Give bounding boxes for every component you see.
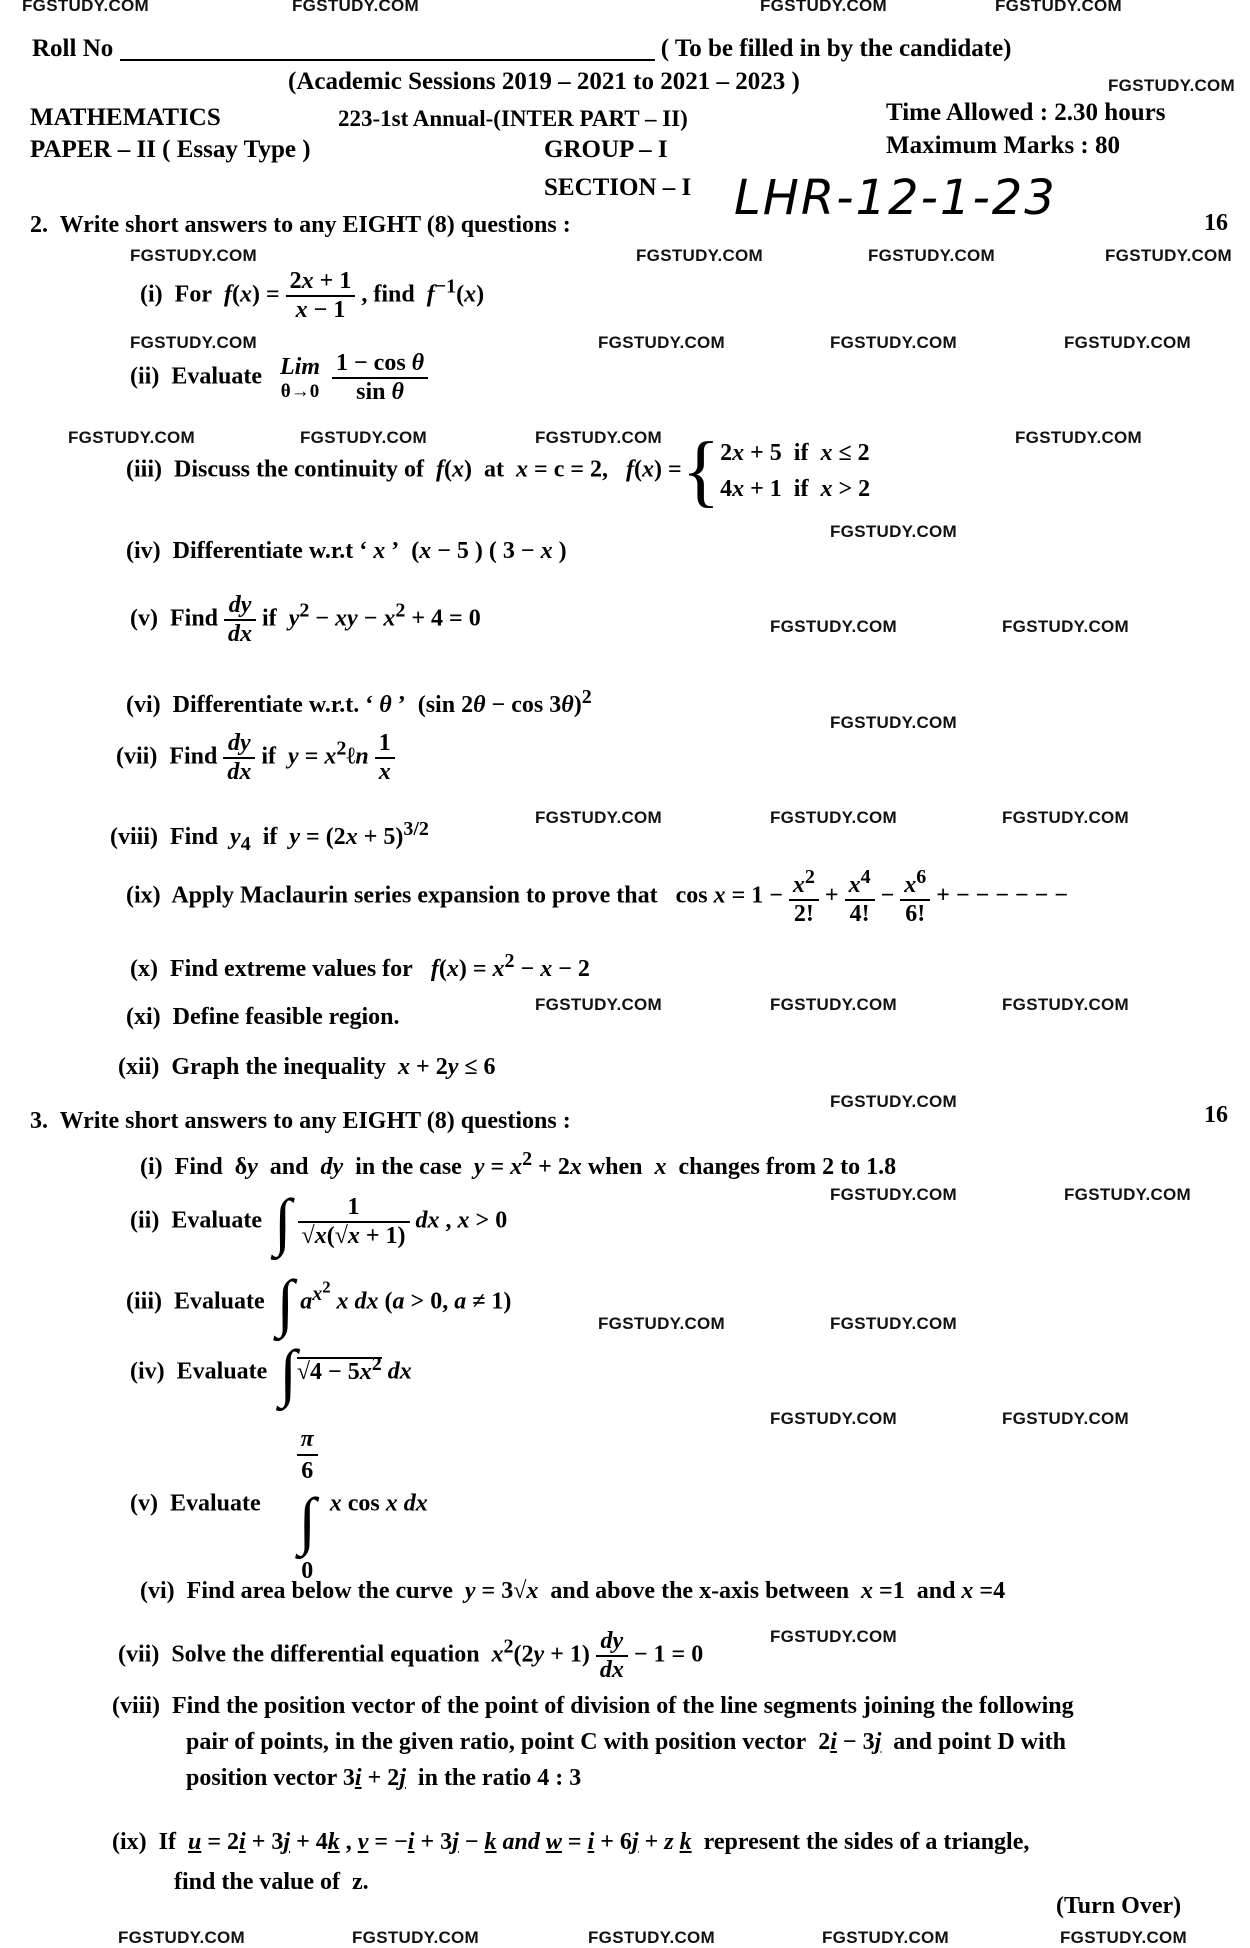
watermark: FGSTUDY.COM [995,0,1123,15]
watermark: FGSTUDY.COM [1108,76,1236,95]
paper-code: 223-1st Annual-(INTER PART – II) [338,106,688,131]
q2-item-ii: (ii) Evaluate Lim θ→0 $\frac{\text{1 − cos θ}}{\text{sin θ}}$ [130,350,434,406]
watermark: FGSTUDY.COM [22,0,150,15]
watermark: FGSTUDY.COM [636,246,764,265]
turn-over: (Turn Over) [1056,1893,1182,1919]
watermark: FGSTUDY.COM [1060,1928,1188,1947]
item-label: (ii) [130,363,160,390]
watermark: FGSTUDY.COM [68,428,196,447]
watermark: FGSTUDY.COM [535,995,663,1014]
watermark: FGSTUDY.COM [535,808,663,827]
q2-item-viii: (viii) Find $y_4$ if $y = (2x + 5)^{3/2}$ [110,818,429,855]
item-text: Define feasible region. [172,1004,400,1030]
item-label: (v) [130,1490,158,1517]
roll-no-label: Roll No [32,35,114,62]
q2-heading [30,212,571,239]
q3-item-iii: (iii) Evaluate ∫ $a^{x^2}$ x dx (a > 0, a ≠ 1) [126,1267,512,1338]
item-label: (vii) [116,743,158,770]
q2-item-vi: (vi) Differentiate w.r.t. ‘ θ ’ (sin 2θ − cos 3θ)$^2$ [126,686,592,718]
q3-marks: 16 [1204,1102,1228,1128]
watermark: FGSTUDY.COM [830,1314,958,1333]
q2-item-ix: (ix) Apply Maclaurin series expansion to prove that cos x = 1 − $\frac{x^2}{2!}$ + $\frac{x^4}{4!}$ − $\frac{x^6}{6!}$ + − − − − − − [126,866,1069,927]
q3-item-vi: (vi) Find area below the curve y = 3√x and above the x-axis between x =1 and x =4 [140,1578,1006,1604]
q2-item-i: (i) For f(x) = $\frac{2x + 1}{x - 1}$ , find $f^{-1}(x)$ [140,268,485,323]
item-label: (ix) [112,1829,147,1855]
watermark: FGSTUDY.COM [598,333,726,352]
q3-item-v: (v) Evaluate $\frac{\pi}{6}$ ∫ 0 x cos x dx [130,1426,428,1584]
q3-heading [30,1108,571,1135]
handwritten-code: LHR-12-1-23 [734,170,1057,226]
max-marks: Maximum Marks : 80 [886,132,1120,159]
watermark: FGSTUDY.COM [770,1627,898,1646]
sessions: (Academic Sessions 2019 – 2021 to 2021 – 2023 ) [288,68,800,95]
watermark: FGSTUDY.COM [830,333,958,352]
watermark: FGSTUDY.COM [770,995,898,1014]
item-label: (iv) [126,538,161,564]
item-label: (ii) [130,1207,160,1234]
q2-item-vii: (vii) Find $\frac{dy}{dx}$ if $y = x^2\ell n$ $\frac{1}{x}$ [116,730,401,786]
q3-item-iv: (iv) Evaluate $\int√4 - 5x^2$ dx [130,1337,412,1408]
watermark: FGSTUDY.COM [868,246,996,265]
watermark: FGSTUDY.COM [770,1409,898,1428]
item-label: (v) [130,605,158,632]
item-label: (viii) [112,1693,160,1719]
item-label: (iii) [126,1288,162,1315]
watermark: FGSTUDY.COM [130,333,258,352]
roll-no-note: ( To be filled in by the candidate) [660,35,1012,62]
q3-item-ii: (ii) Evaluate ∫ $\frac{1}{√x(√x + 1)}$ dx , x > 0 [130,1186,508,1257]
watermark: FGSTUDY.COM [1002,995,1130,1014]
q2-item-x: (x) Find extreme values for $f(x) = x^2 - x - 2$ [130,950,590,982]
watermark: FGSTUDY.COM [598,1314,726,1333]
watermark: FGSTUDY.COM [1064,1185,1192,1204]
paper-type: PAPER – II ( Essay Type ) [30,136,311,163]
section-title: SECTION – I [544,174,692,201]
q3-instruction: Write short answers to any EIGHT (8) questions : [59,1108,571,1134]
q2-number: 2. [30,212,48,238]
watermark: FGSTUDY.COM [830,1185,958,1204]
item-label: (iii) [126,456,162,483]
q2-instruction: Write short answers to any EIGHT (8) questions : [59,212,571,238]
watermark: FGSTUDY.COM [830,1092,958,1111]
item-label: (iv) [130,1358,165,1385]
item-label: (vii) [118,1641,160,1668]
q3-item-i: (i) Find δy and dy in the case $y = x^2 + 2x$ when x changes from 2 to 1.8 [140,1148,897,1180]
q2-item-xii: (xii) Graph the inequality x + 2y ≤ 6 [118,1054,496,1080]
q2-item-iii: (iii) Discuss the continuity of f(x) at x = c = 2, f(x) ={ 2x + 5 if x ≤ 2 4x + 1 if x > 2 [126,427,871,515]
time-allowed: Time Allowed : 2.30 hours [886,99,1166,126]
watermark: FGSTUDY.COM [1015,428,1143,447]
watermark: FGSTUDY.COM [1002,617,1130,636]
watermark: FGSTUDY.COM [830,522,958,541]
watermark: FGSTUDY.COM [1002,1409,1130,1428]
watermark: FGSTUDY.COM [770,617,898,636]
item-label: (xii) [118,1054,160,1080]
q3-item-ix: (ix) If u = 2i + 3j + 4k , v = −i + 3j − k and w = i + 6j + z k represent the sides of a triangle, find the value of z. [112,1829,1030,1895]
item-label: (x) [130,956,158,982]
watermark: FGSTUDY.COM [1064,333,1192,352]
watermark: FGSTUDY.COM [1105,246,1233,265]
watermark: FGSTUDY.COM [118,1928,246,1947]
watermark: FGSTUDY.COM [588,1928,716,1947]
item-label: (ix) [126,882,161,909]
group: GROUP – I [544,136,668,163]
roll-no-row [32,35,1012,63]
q3-item-vii: (vii) Solve the differential equation $x^2(2y + 1)$ $\frac{dy}{dx}$ − 1 = 0 [118,1628,704,1683]
item-label: (vi) [126,692,161,718]
watermark: FGSTUDY.COM [292,0,420,15]
watermark: FGSTUDY.COM [300,428,428,447]
watermark: FGSTUDY.COM [760,0,888,15]
watermark: FGSTUDY.COM [770,808,898,827]
watermark: FGSTUDY.COM [130,246,258,265]
roll-no-field[interactable] [120,39,655,61]
q2-item-v: (v) Find $\frac{dy}{dx}$ if $y^2$ − xy − $x^2 + 4 = 0$ [130,592,481,647]
watermark: FGSTUDY.COM [822,1928,950,1947]
watermark: FGSTUDY.COM [535,428,663,447]
watermark: FGSTUDY.COM [352,1928,480,1947]
watermark: FGSTUDY.COM [1002,808,1130,827]
item-label: (vi) [140,1578,175,1604]
q2-item-xi [126,1004,400,1031]
q2-item-iv: (iv) Differentiate w.r.t ‘ x ’ (x − 5 ) ( 3 − x ) [126,538,567,564]
item-label: (xi) [126,1004,161,1030]
subject: MATHEMATICS [30,104,221,131]
watermark: FGSTUDY.COM [830,713,958,732]
q3-number: 3. [30,1108,48,1134]
item-label: (i) [140,1154,163,1180]
q2-marks: 16 [1204,210,1228,236]
q3-item-viii: (viii) Find the position vector of the point of division of the line segments joining the following pair of points, in the given ratio, point C with position vector 2i − 3j and point D with position vector 3i + 2j in the ratio 4 : 3 [112,1693,1074,1791]
item-label: (i) [140,281,163,308]
item-label: (viii) [110,824,158,850]
